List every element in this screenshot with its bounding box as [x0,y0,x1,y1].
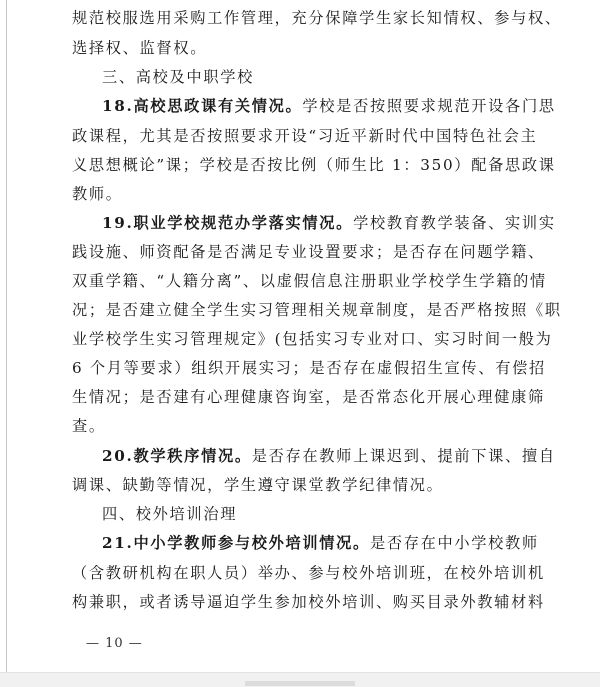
body-line: 教师。 [72,185,123,203]
page-edge-rule [6,0,7,686]
section-heading-4: 四、校外培训治理 [102,505,238,523]
body-line: 选择权、监督权。 [72,39,208,57]
body-line: 践设施、师资配备是否满足专业设置要求；是否存在问题学籍、 [72,243,545,261]
item-20-title: 20.教学秩序情况。 [102,447,252,465]
page-number: — 10 — [86,636,143,651]
viewer-scroll-thumb[interactable] [245,681,355,686]
body-line: 查。 [72,417,106,435]
item-18-heading-line: 18.高校思政课有关情况。学校是否按照要求规范开设各门思 [102,97,556,115]
body-line: 双重学籍、“人籍分离”、以虚假信息注册职业学校学生学籍的情 [72,272,547,290]
body-line: 政课程，尤其是否按照要求开设“习近平新时代中国特色社会主 [72,127,538,145]
body-line: 规范校服选用采购工作管理，充分保障学生家长知情权、参与权、 [72,9,562,27]
body-line: （含教研机构在职人员）举办、参与校外培训班，在校外培训机 [72,564,545,582]
body-line: 生情况；是否建有心理健康咨询室，是否常态化开展心理健康筛 [72,388,545,406]
body-line: 义思想概论”课；学校是否按比例（师生比 1：350）配备思政课 [72,156,556,174]
item-21-title: 21.中小学教师参与校外培训情况。 [102,534,370,552]
body-line: 构兼职，或者诱导逼迫学生参加校外培训、购买目录外教辅材料 [72,593,545,611]
item-21-heading-line: 21.中小学教师参与校外培训情况。是否存在中小学校教师 [102,534,539,552]
item-20-heading-line: 20.教学秩序情况。是否存在教师上课迟到、提前下课、擅自 [102,447,556,465]
item-19-title: 19.职业学校规范办学落实情况。 [102,214,354,232]
body-line: 业学校学生实习管理规定》(包括实习专业对口、实习时间一般为 [72,330,553,348]
body-line: 6 个月等要求）组织开展实习；是否存在虚假招生宣传、有偿招 [72,359,546,377]
body-line: 况；是否建立健全学生实习管理相关规章制度，是否严格按照《职 [72,301,562,319]
item-19-heading-line: 19.职业学校规范办学落实情况。学校教育教学装备、实训实 [102,214,556,232]
section-heading-3: 三、高校及中职学校 [102,68,254,86]
body-line: 调课、缺勤等情况，学生遵守课堂教学纪律情况。 [72,476,444,494]
item-18-title: 18.高校思政课有关情况。 [102,97,303,115]
